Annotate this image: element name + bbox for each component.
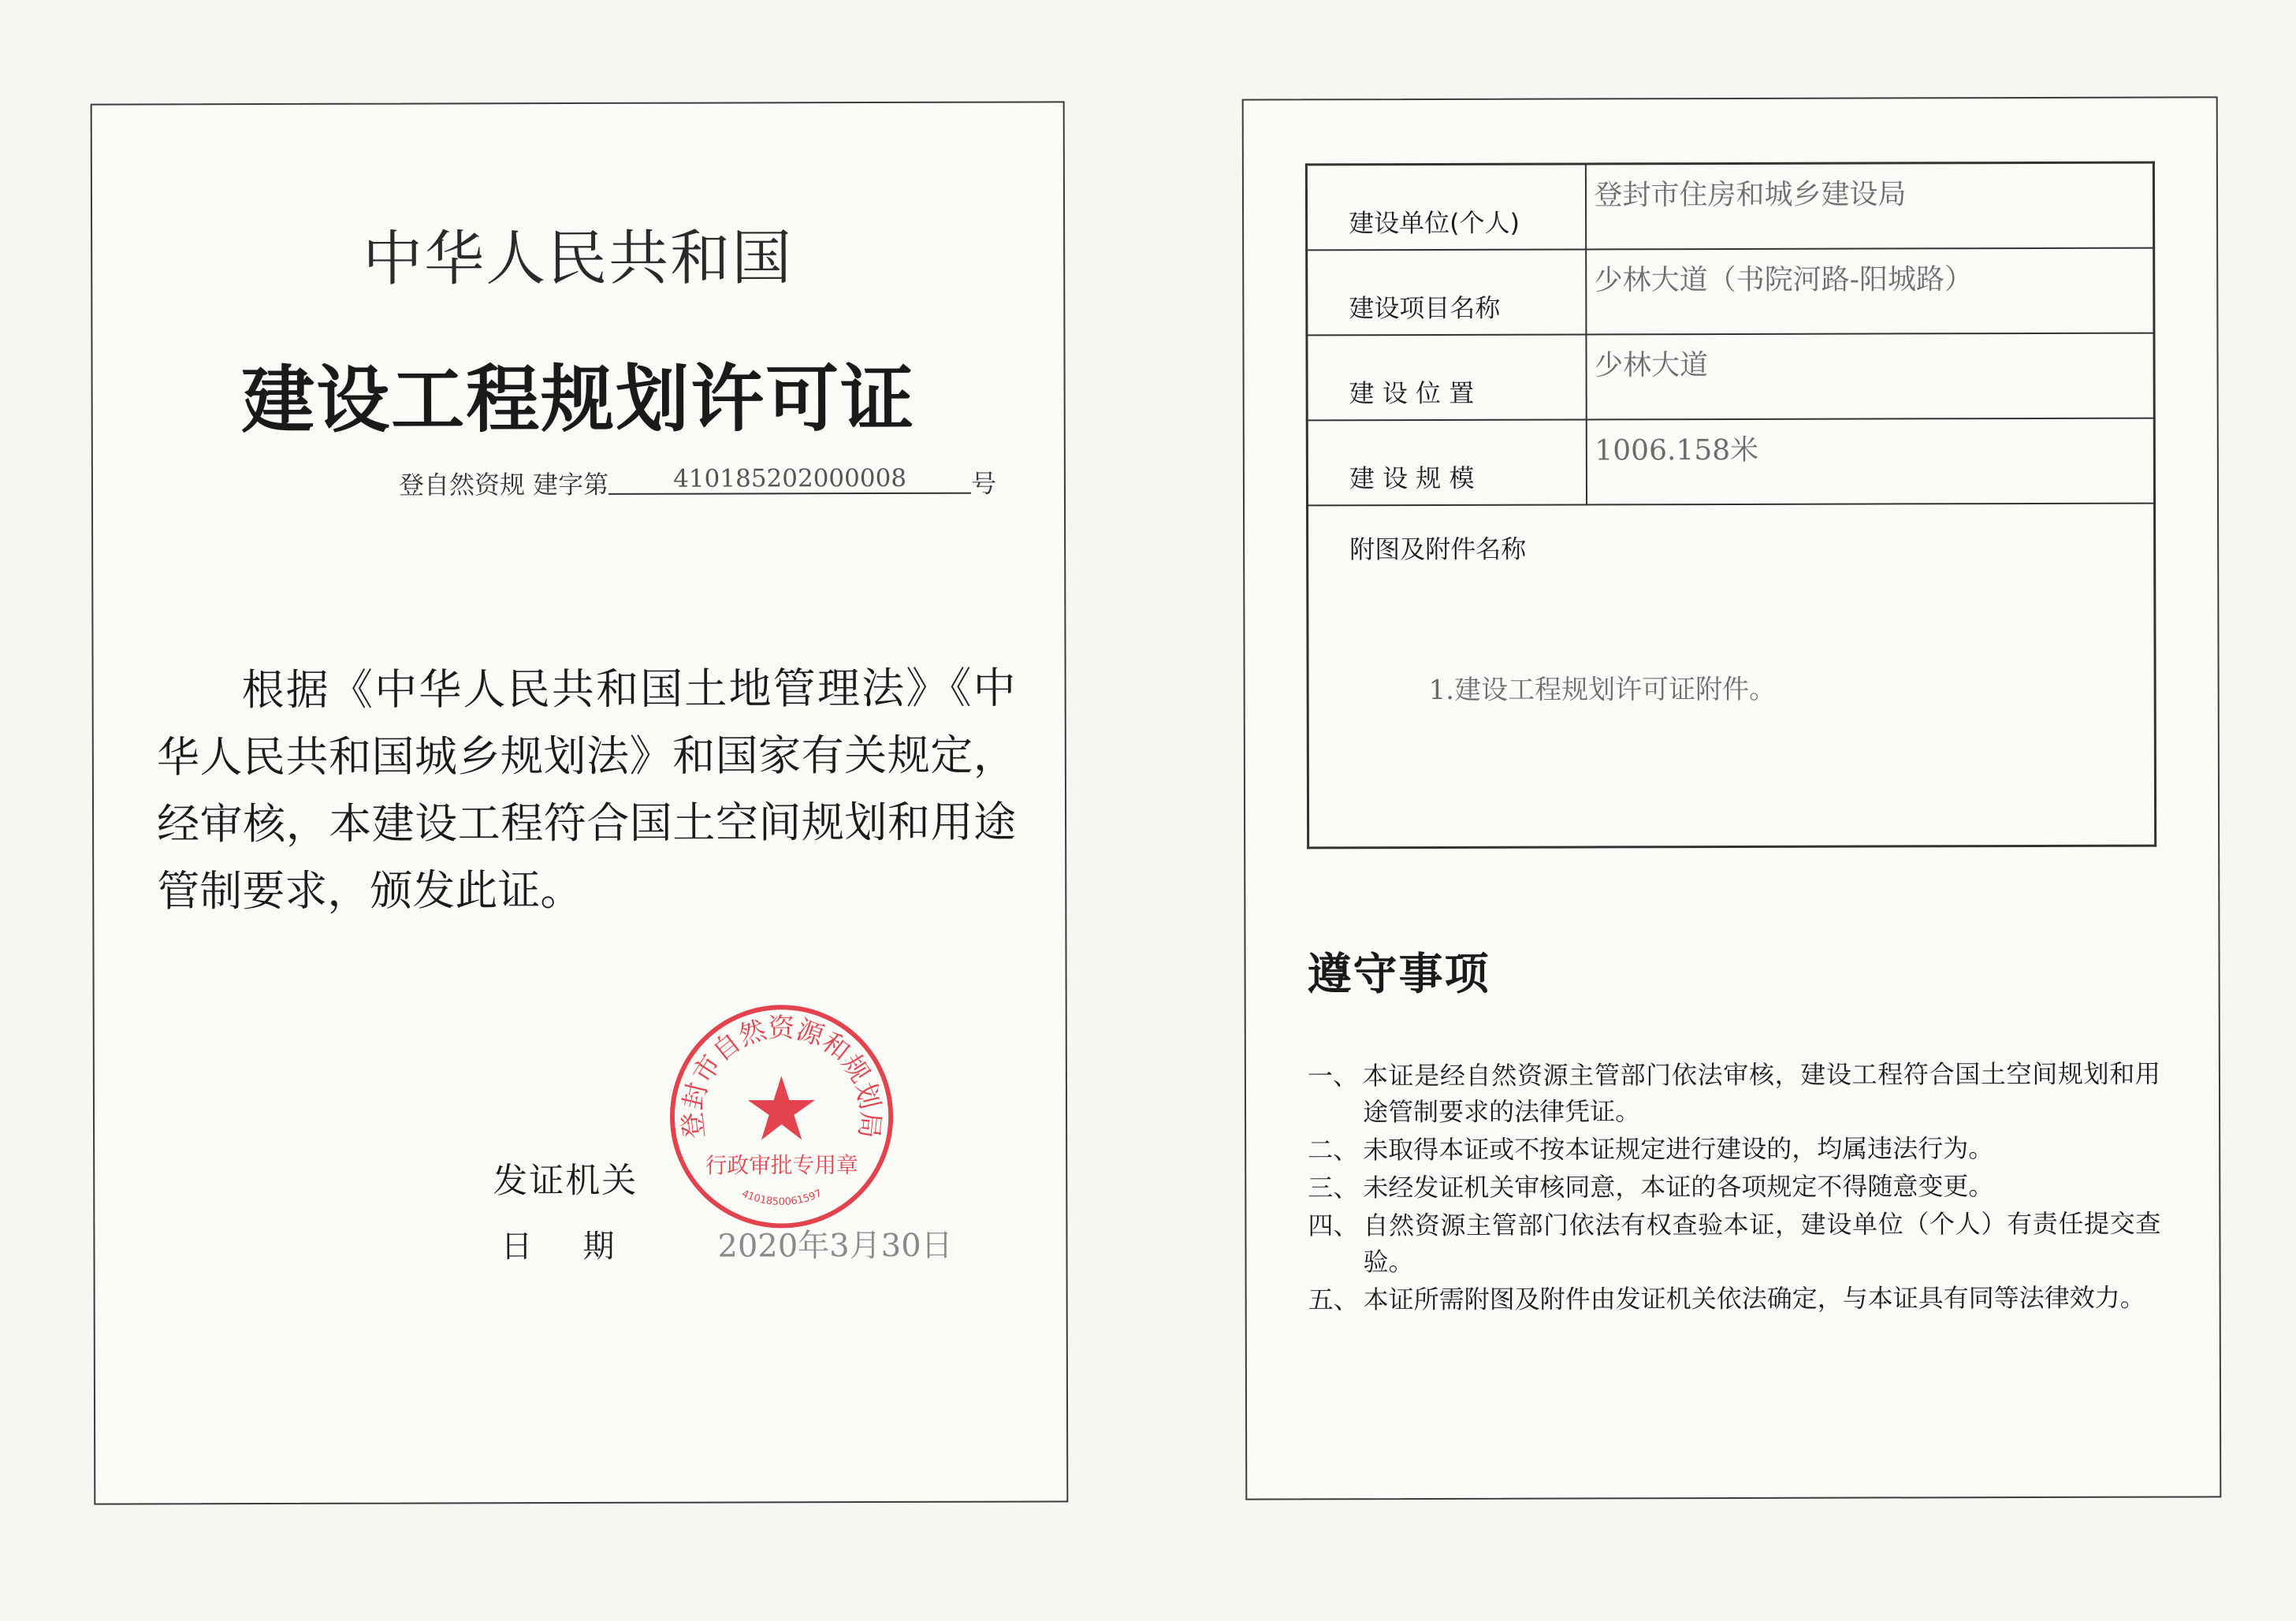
notice-text: 本证所需附图及附件由发证机关依法确定，与本证具有同等法律效力。: [1363, 1282, 2145, 1315]
issue-date: 2020年3月30日: [717, 1227, 953, 1265]
star-icon: [748, 1076, 815, 1140]
number-suffix: 号: [971, 468, 997, 499]
seal-code: 4101850061597: [739, 1188, 824, 1209]
list-item: [1308, 1280, 2161, 1318]
row-value: 登封市住房和城乡建设局: [1585, 162, 2153, 249]
certificate-number-row: [399, 464, 996, 502]
list-item: [1308, 1056, 2160, 1131]
row-value: 1006.158米: [1586, 418, 2154, 504]
attachments-row: [1308, 503, 2156, 848]
attachment-item: 1.建设工程规划许可证附件。: [1428, 673, 1777, 706]
table-row: [1307, 247, 2154, 335]
row-value: 少林大道: [1586, 333, 2154, 419]
attachments-label: 附图及附件名称: [1349, 534, 1527, 564]
certificate-body-text: 根据《中华人民共和国土地管理法》《中华人民共和国城乡规划法》和国家有关规定，经审核，本建设工程符合国土空间规划和用途管制要求，颁发此证。: [156, 663, 1017, 916]
date-label: 日期: [501, 1228, 665, 1266]
country-name: 中华人民共和国: [363, 222, 794, 294]
row-label: 建 设 位 置: [1307, 334, 1586, 420]
list-item: [1308, 1168, 2160, 1206]
notice-number: 二、: [1308, 1135, 1359, 1166]
svg-text:4101850061597: [740, 1188, 824, 1208]
table-row: [1307, 418, 2154, 505]
certificate-title: 建设工程规划许可证: [241, 355, 916, 444]
project-info-table: [1305, 162, 2156, 850]
notice-number: 一、: [1307, 1061, 1358, 1091]
notice-title: 遵守事项: [1307, 948, 1490, 1001]
notice-number: 五、: [1308, 1285, 1359, 1315]
list-item: [1308, 1130, 2160, 1169]
notice-list: [1308, 1056, 2161, 1320]
notice-number: 四、: [1308, 1210, 1359, 1241]
table-row: [1307, 333, 2154, 420]
certificate-back-page: [1242, 96, 2222, 1500]
issuer-label: 发证机关: [493, 1160, 638, 1202]
notice-number: 三、: [1308, 1173, 1359, 1203]
table-row: [1306, 162, 2153, 250]
seal-inner-text: 行政审批专用章: [705, 1151, 858, 1179]
notice-text: 自然资源主管部门依法有权查验本证，建设单位（个人）有责任提交查验。: [1363, 1208, 2161, 1277]
row-label: 建设项目名称: [1307, 249, 1586, 335]
row-label: 建设单位(个人): [1306, 164, 1585, 250]
number-prefix: 登自然资规 建字第: [398, 469, 609, 500]
notice-text: 未经发证机关审核同意，本证的各项规定不得随意变更。: [1363, 1171, 1994, 1203]
certificate-front-page: [91, 101, 1069, 1504]
list-item: [1308, 1206, 2160, 1281]
row-label: 建 设 规 模: [1307, 419, 1586, 505]
seal-outer-text: 登封市自然资源和规划局: [676, 1012, 887, 1140]
notice-text: 本证是经自然资源主管部门依法审核，建设工程符合国土空间规划和用途管制要求的法律凭证。: [1362, 1058, 2160, 1128]
attachments-cell: [1308, 503, 2156, 848]
notice-text: 未取得本证或不按本证规定进行建设的，均属违法行为。: [1363, 1133, 1994, 1166]
official-seal: [664, 999, 899, 1234]
certificate-number: 410185202000008: [608, 464, 971, 495]
row-value: 少林大道（书院河路-阳城路）: [1586, 247, 2154, 334]
